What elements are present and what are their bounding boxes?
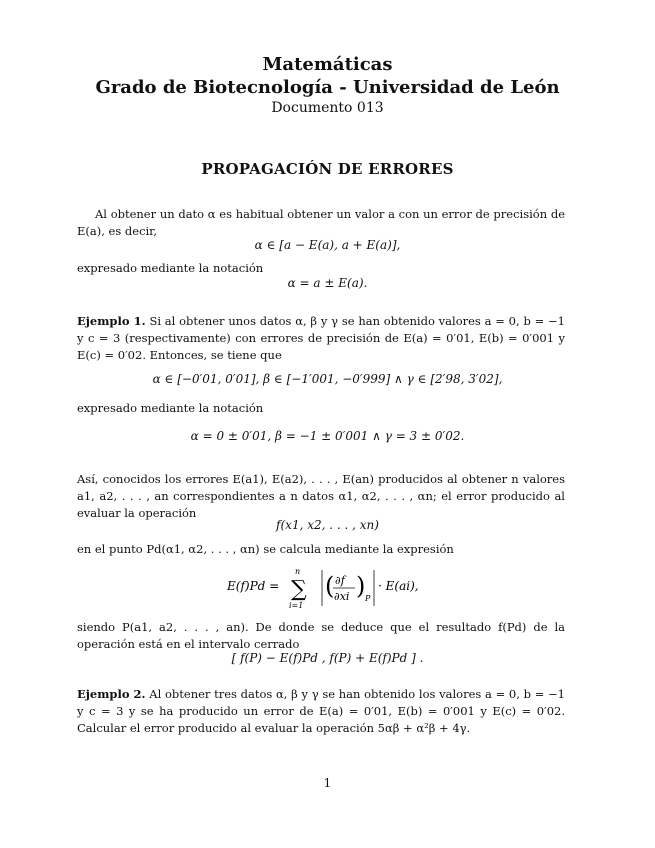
error-propagation-formula — [215, 562, 455, 612]
general-result-text: siendo P(a1, a2, . . . , an). De donde se deduce que el resultado f(Pd) de la operación está en el intervalo cerrado — [77, 620, 565, 651]
page-number: 1 — [323, 776, 332, 790]
header-subject: Matemáticas — [262, 54, 393, 75]
intro-notation-text: expresado mediante la notación — [77, 261, 264, 275]
formula-rhs: · E(ai), — [378, 579, 419, 593]
header-university: Grado de Biotecnología - Universidad de León — [95, 77, 560, 98]
example1-notation-text: expresado mediante la notación — [77, 401, 264, 415]
formula-denominator: ∂xi — [334, 590, 350, 603]
example1-equation-notation: α = 0 ± 0′01, β = −1 ± 0′001 ∧ γ = 3 ± 0′02. — [190, 429, 465, 443]
intro-equation-notation: α = a ± E(a). — [287, 276, 368, 290]
paren-right: ) — [356, 572, 366, 600]
formula-sum-bottom: i=1 — [289, 601, 304, 610]
intro-paragraph: Al obtener un dato α es habitual obtener un valor a con un error de precisión de E(a), es decir, — [77, 207, 565, 238]
formula-sum-symbol: ∑ — [291, 577, 307, 602]
general-paragraph: Así, conocidos los errores E(a1), E(a2), . . . , E(an) producidos al obtener n valores a1, a2, . . . , an correspondientes a n datos α1, α2, . . . , αn; el error producido al evaluar la operación — [77, 472, 565, 520]
general-point-text: en el punto Pd(α1, α2, . . . , αn) se calcula mediante la expresión — [77, 542, 454, 556]
example2-paragraph — [77, 686, 565, 737]
paren-left: ( — [325, 572, 335, 600]
formula-sum-top: n — [295, 567, 301, 576]
formula-sub-p: P — [365, 594, 371, 603]
formula-numerator: ∂f — [335, 574, 345, 587]
example1-label: Ejemplo 1. — [77, 314, 146, 328]
example1-paragraph — [77, 313, 565, 364]
intro-equation-interval: α ∈ [a − E(a), a + E(a)], — [254, 238, 401, 252]
general-operation: f(x1, x2, . . . , xn) — [276, 518, 379, 532]
example1-equation-intervals: α ∈ [−0′01, 0′01], β ∈ [−1′001, −0′999] ∧ γ ∈ [2′98, 3′02], — [152, 372, 503, 386]
general-closed-interval: [ f(P) − E(f)Pd , f(P) + E(f)Pd ] . — [231, 651, 424, 665]
example2-label: Ejemplo 2. — [77, 687, 146, 701]
example1-text: Si al obtener unos datos α, β y γ se han obtenido valores a = 0, b = −1 y c = 3 (respectivamente) con errores de precisión de E(a) = 0′01, E(b) = 0′001 y E(c) = 0′02. Entonces, se tiene que — [77, 314, 565, 362]
example2-text: Al obtener tres datos α, β y γ se han obtenido los valores a = 0, b = −1 y c = 3 y se ha producido un error de E(a) = 0′01, E(b) = 0′001 y E(c) = 0′02. Calcular el error producido al evaluar la operación 5αβ + α²β + 4γ. — [77, 687, 565, 735]
formula-lhs: E(f)Pd = — [227, 579, 280, 593]
header-document-number: Documento 013 — [271, 100, 384, 116]
section-title: PROPAGACIÓN DE ERRORES — [201, 160, 454, 178]
